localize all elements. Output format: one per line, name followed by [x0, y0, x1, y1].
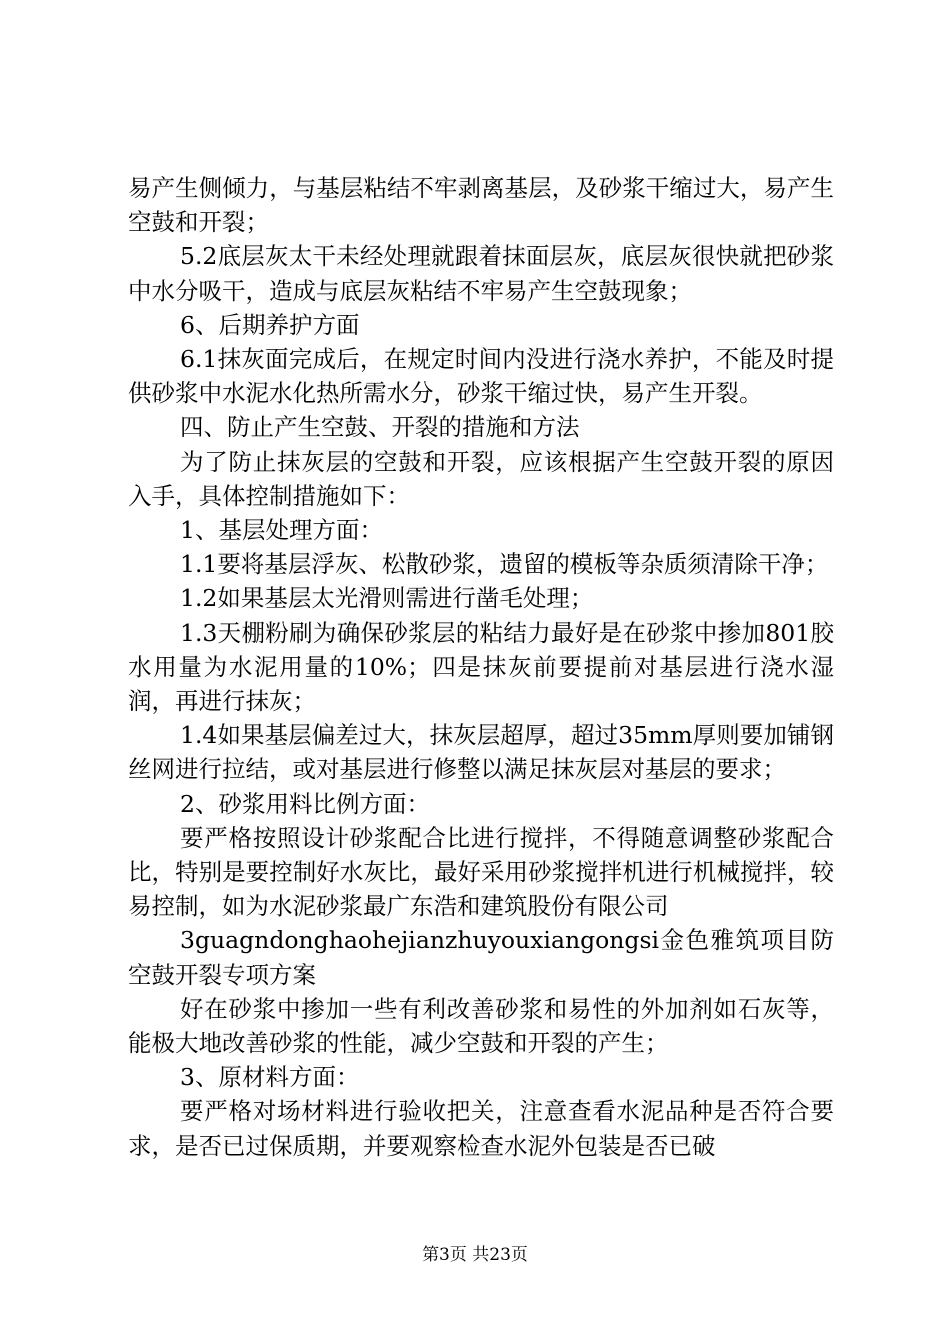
section-heading: 1、基层处理方面： — [180, 516, 383, 545]
paragraph: 1.1要将基层浮灰、松散砂浆，遗留的模板等杂质须清除干净； — [180, 550, 829, 579]
paragraph: 1.3天棚粉刷为确保砂浆层的粘结力最好是在砂浆中掺加801胶水用量为水泥用量的10%；四是抹灰前要提前对基层进行浇水湿润，再进行抹灰； — [128, 618, 834, 716]
paragraph: 易产生侧倾力，与基层粘结不牢剥离基层，及砂浆干缩过大，易产生空鼓和开裂； — [128, 174, 834, 237]
paragraph: 要严格按照设计砂浆配合比进行搅拌，不得随意调整砂浆配合比，特别是要控制好水灰比，最好采用砂浆搅拌机进行机械搅拌，较易控制，如为水泥砂浆最广东浩和建筑股份有限公司 — [128, 823, 834, 921]
section-heading: 6、后期养护方面 — [180, 310, 360, 339]
paragraph: 5.2底层灰太干未经处理就跟着抹面层灰，底层灰很快就把砂浆中水分吸干，造成与底层灰粘结不牢易产生空鼓现象； — [128, 242, 834, 305]
page-number-footer: 第3页 共23页 — [422, 1245, 528, 1265]
section-heading: 四、防止产生空鼓、开裂的措施和方法 — [180, 413, 580, 442]
section-heading: 3、原材料方面： — [180, 1063, 360, 1092]
section-heading: 2、砂浆用料比例方面： — [180, 789, 430, 818]
paragraph: 为了防止抹灰层的空鼓和开裂，应该根据产生空鼓开裂的原因入手，具体控制措施如下： — [128, 447, 834, 510]
paragraph: 3guagndonghaohejianzhuyouxiangongsi金色雅筑项目防空鼓开裂专项方案 — [128, 926, 834, 989]
paragraph: 1.4如果基层偏差过大，抹灰层超厚，超过35mm厚则要加铺钢丝网进行拉结，或对基层进行修整以满足抹灰层对基层的要求； — [128, 721, 834, 784]
paragraph: 1.2如果基层太光滑则需进行凿毛处理； — [180, 584, 594, 613]
document-body — [128, 171, 834, 1163]
paragraph: 要严格对场材料进行验收把关，注意查看水泥品种是否符合要求，是否已过保质期，并要观察检查水泥外包装是否已破 — [128, 1097, 834, 1160]
paragraph: 6.1抹灰面完成后，在规定时间内没进行浇水养护，不能及时提供砂浆中水泥水化热所需水分，砂浆干缩过快，易产生开裂。 — [128, 345, 834, 408]
paragraph: 好在砂浆中掺加一些有利改善砂浆和易性的外加剂如石灰等，能极大地改善砂浆的性能，减少空鼓和开裂的产生； — [128, 994, 834, 1058]
